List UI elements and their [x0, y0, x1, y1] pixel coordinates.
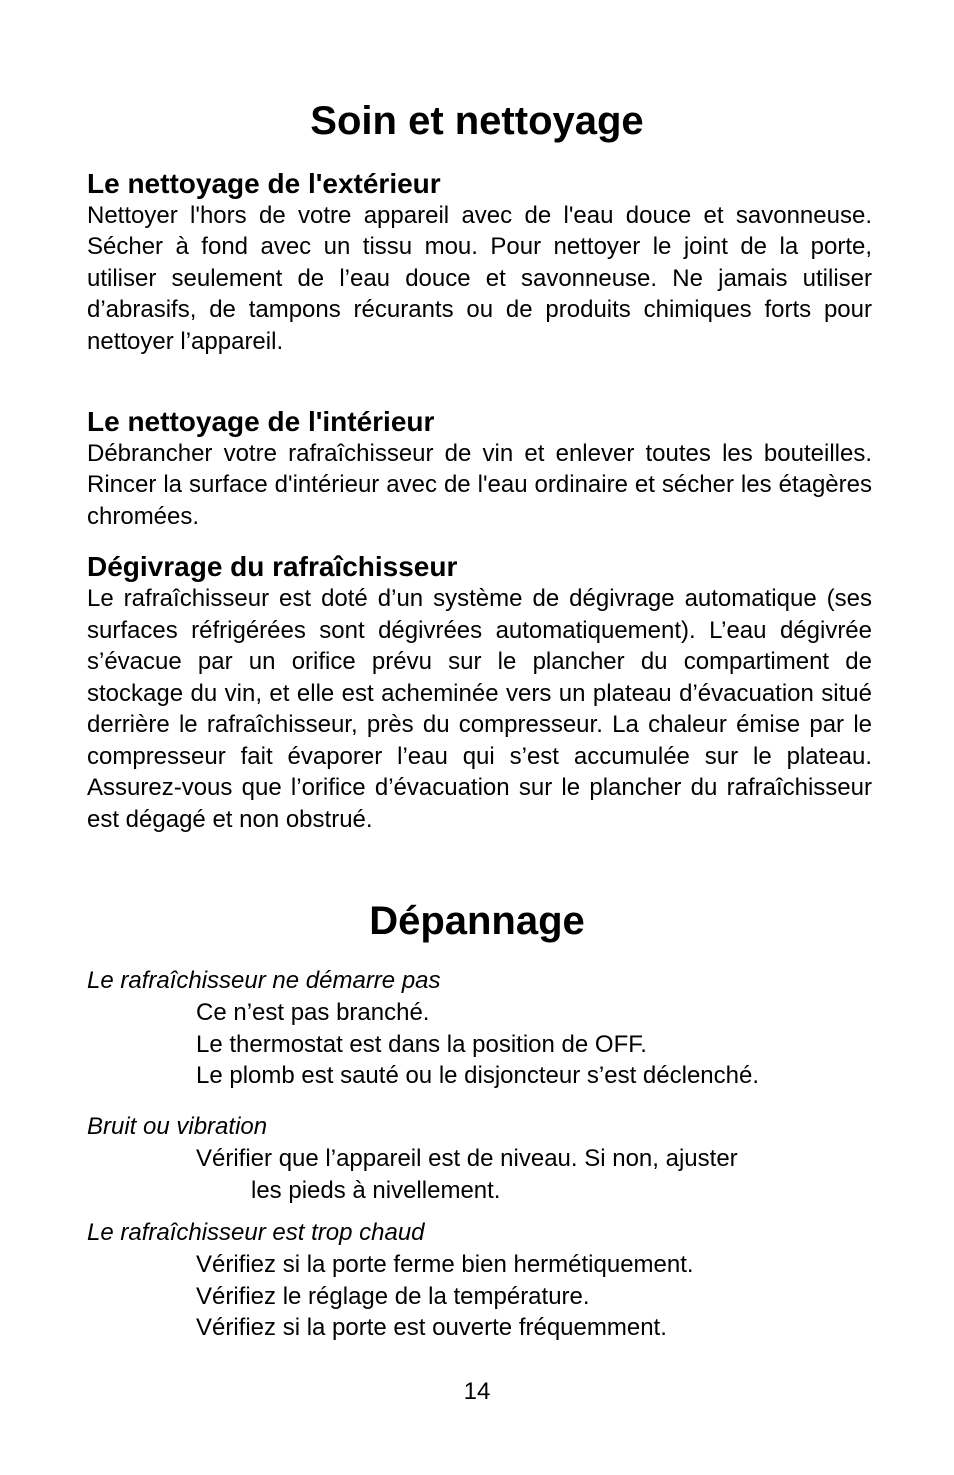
cause-item: Vérifiez si la porte ferme bien hermétiquement. [196, 1251, 694, 1278]
section-exterior-cleaning [87, 168, 872, 357]
section-heading: Le nettoyage de l'intérieur [87, 406, 435, 437]
cause-item: Le plomb est sauté ou le disjoncteur s’est déclenché. [196, 1062, 760, 1089]
section-body: Le rafraîchisseur est doté d’un système de dégivrage automatique (ses surfaces réfrigérées sont dégivrées automatiquement). L’eau dégivrée s’évacue par un orifice prévu sur le plancher du compartiment de stockage du vin, et elle est acheminée vers un plateau d’évacuation situé derrière le rafraîchisseur, près du compresseur. La chaleur émise par le compresseur fait évaporer l’eau qui s’est accumulée sur le plateau. Assurez-vous que l’orifice d’évacuation sur le plancher du rafraîchisseur est dégagé et non obstrué. [87, 585, 872, 833]
section-heading: Dégivrage du rafraîchisseur [87, 551, 458, 582]
section-defrosting [87, 551, 872, 835]
cause-item: Vérifiez le réglage de la température. [196, 1282, 590, 1310]
cause-item-continued [196, 1175, 887, 1207]
troubleshooting-title: Dépannage [369, 899, 585, 943]
cause-item: Le thermostat est dans la position de OFF. [196, 1030, 647, 1058]
cause-list [87, 997, 887, 1092]
cause-item: Ce n’est pas branché. [196, 999, 430, 1026]
trouble-item-no-start [87, 965, 887, 1092]
cause-continuation: les pieds à nivellement. [251, 1176, 501, 1204]
section-interior-cleaning [87, 406, 872, 532]
section-body: Débrancher votre rafraîchisseur de vin et enlever toutes les bouteilles. Rincer la surface d'intérieur avec de l'eau ordinaire et sécher les étagères chromées. [87, 440, 872, 530]
problem-label: Le rafraîchisseur est trop chaud [87, 1219, 425, 1246]
problem-label: Le rafraîchisseur ne démarre pas [87, 967, 441, 994]
page-number: 14 [463, 1378, 491, 1405]
section-body: Nettoyer l'hors de votre appareil avec de l'eau douce et savonneuse. Sécher à fond avec un tissu mou. Pour nettoyer le joint de la porte, utiliser seulement de l’eau douce et savonneuse. Ne jamais utiliser d’abrasifs, de tampons récurants ou de produits chimiques forts pour nettoyer l’appareil. [87, 202, 872, 355]
cause-item: Vérifiez si la porte est ouverte fréquemment. [196, 1314, 667, 1341]
problem-label: Bruit ou vibration [87, 1113, 268, 1140]
care-title: Soin et nettoyage [310, 99, 644, 143]
cause-list [87, 1249, 887, 1344]
trouble-item-too-warm [87, 1217, 887, 1344]
cause-item: Vérifier que l’appareil est de niveau. Si non, ajuster [196, 1145, 738, 1172]
section-heading: Le nettoyage de l'extérieur [87, 168, 441, 199]
trouble-item-noise [87, 1111, 887, 1206]
cause-list [87, 1143, 887, 1206]
